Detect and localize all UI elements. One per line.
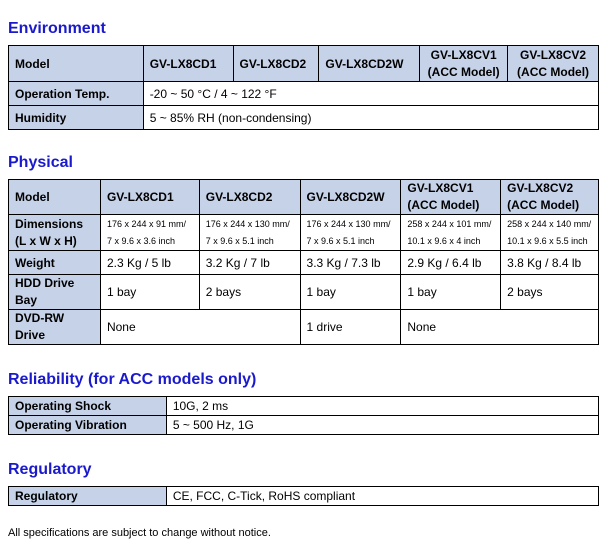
row-label-line: (L x W x H) — [15, 233, 77, 248]
dimension-inch: 7 x 9.6 x 5.1 inch — [306, 235, 375, 246]
environment-heading: Environment — [8, 20, 106, 37]
environment-table — [8, 45, 599, 130]
header-cell: GV-LX8CD2 — [199, 180, 300, 215]
dimension-cell — [199, 215, 300, 251]
dimension-mm: 258 x 244 x 140 mm/ — [507, 218, 592, 229]
row-label: Regulatory — [9, 487, 167, 506]
row-label: Weight — [9, 251, 101, 275]
table-row — [9, 82, 599, 106]
header-model: GV-LX8CV1 — [407, 181, 474, 195]
header-note: (ACC Model) — [507, 198, 580, 212]
header-cell: GV-LX8CD1 — [143, 46, 233, 82]
row-label-line: Dimensions — [15, 216, 84, 231]
table-row — [9, 215, 599, 251]
header-cell: GV-LX8CD2W — [300, 180, 401, 215]
regulatory-heading: Regulatory — [8, 461, 92, 478]
header-cell: Model — [9, 180, 101, 215]
header-note: (ACC Model) — [427, 64, 500, 79]
dimension-mm: 176 x 244 x 130 mm/ — [205, 218, 290, 229]
dimension-inch: 10.1 x 9.6 x 5.5 inch — [507, 235, 588, 246]
header-cell — [420, 46, 508, 82]
dimension-cell — [100, 215, 199, 251]
row-label-line: DVD-RW — [15, 311, 65, 325]
row-value: 5 ~ 85% RH (non-condensing) — [143, 106, 598, 130]
physical-heading: Physical — [8, 154, 73, 171]
table-row — [9, 310, 599, 345]
table-row — [9, 106, 599, 130]
table-row — [9, 416, 599, 435]
dimension-mm: 176 x 244 x 91 mm/ — [106, 218, 186, 229]
hdd-cell: 2 bays — [199, 275, 300, 310]
row-value: -20 ~ 50 °C / 4 ~ 122 °F — [143, 82, 598, 106]
header-cell — [501, 180, 599, 215]
dimension-cell — [401, 215, 501, 251]
reliability-heading: Reliability (for ACC models only) — [8, 371, 257, 388]
row-label: Operating Shock — [9, 397, 167, 416]
row-label-line: HDD Drive — [15, 276, 75, 290]
reliability-table — [8, 396, 599, 435]
table-row — [9, 46, 599, 82]
header-model: GV-LX8CV2 — [520, 47, 587, 62]
row-label: Operation Temp. — [9, 82, 144, 106]
table-row — [9, 275, 599, 310]
header-model: GV-LX8CV2 — [507, 181, 574, 195]
dimension-cell — [501, 215, 599, 251]
weight-cell: 2.3 Kg / 5 lb — [100, 251, 199, 275]
dimension-inch: 7 x 9.6 x 3.6 inch — [106, 235, 175, 246]
row-label: Humidity — [9, 106, 144, 130]
weight-cell: 3.8 Kg / 8.4 lb — [501, 251, 599, 275]
hdd-cell: 1 bay — [100, 275, 199, 310]
dimension-inch: 10.1 x 9.6 x 4 inch — [407, 235, 481, 246]
table-row — [9, 397, 599, 416]
row-label-line: Bay — [15, 293, 38, 307]
row-label — [9, 275, 101, 310]
header-cell: Model — [9, 46, 144, 82]
header-cell: GV-LX8CD2W — [319, 46, 420, 82]
row-label: Operating Vibration — [9, 416, 167, 435]
header-note: (ACC Model) — [517, 64, 590, 79]
row-label — [9, 310, 101, 345]
dvd-cell: None — [100, 310, 300, 345]
row-value: 5 ~ 500 Hz, 1G — [166, 416, 598, 435]
weight-cell: 3.3 Kg / 7.3 lb — [300, 251, 401, 275]
dimension-inch: 7 x 9.6 x 5.1 inch — [205, 235, 274, 246]
physical-table — [8, 179, 599, 345]
row-value: 10G, 2 ms — [166, 397, 598, 416]
disclaimer-text: All specifications are subject to change without notice. — [8, 527, 271, 539]
dimension-cell — [300, 215, 401, 251]
dimension-mm: 176 x 244 x 130 mm/ — [306, 218, 391, 229]
header-cell — [401, 180, 501, 215]
hdd-cell: 1 bay — [300, 275, 401, 310]
weight-cell: 2.9 Kg / 6.4 lb — [401, 251, 501, 275]
hdd-cell: 1 bay — [401, 275, 501, 310]
row-label-line: Drive — [15, 328, 46, 342]
row-value: CE, FCC, C-Tick, RoHS compliant — [166, 487, 598, 506]
dvd-cell: 1 drive — [300, 310, 401, 345]
hdd-cell: 2 bays — [501, 275, 599, 310]
table-row — [9, 487, 599, 506]
header-model: GV-LX8CV1 — [430, 47, 497, 62]
dvd-cell: None — [401, 310, 599, 345]
weight-cell: 3.2 Kg / 7 lb — [199, 251, 300, 275]
header-note: (ACC Model) — [407, 198, 480, 212]
header-cell — [508, 46, 599, 82]
row-label — [9, 215, 101, 251]
dimension-mm: 258 x 244 x 101 mm/ — [407, 218, 492, 229]
regulatory-table — [8, 486, 599, 506]
table-row — [9, 251, 599, 275]
table-row — [9, 180, 599, 215]
header-cell: GV-LX8CD1 — [100, 180, 199, 215]
header-cell: GV-LX8CD2 — [233, 46, 319, 82]
